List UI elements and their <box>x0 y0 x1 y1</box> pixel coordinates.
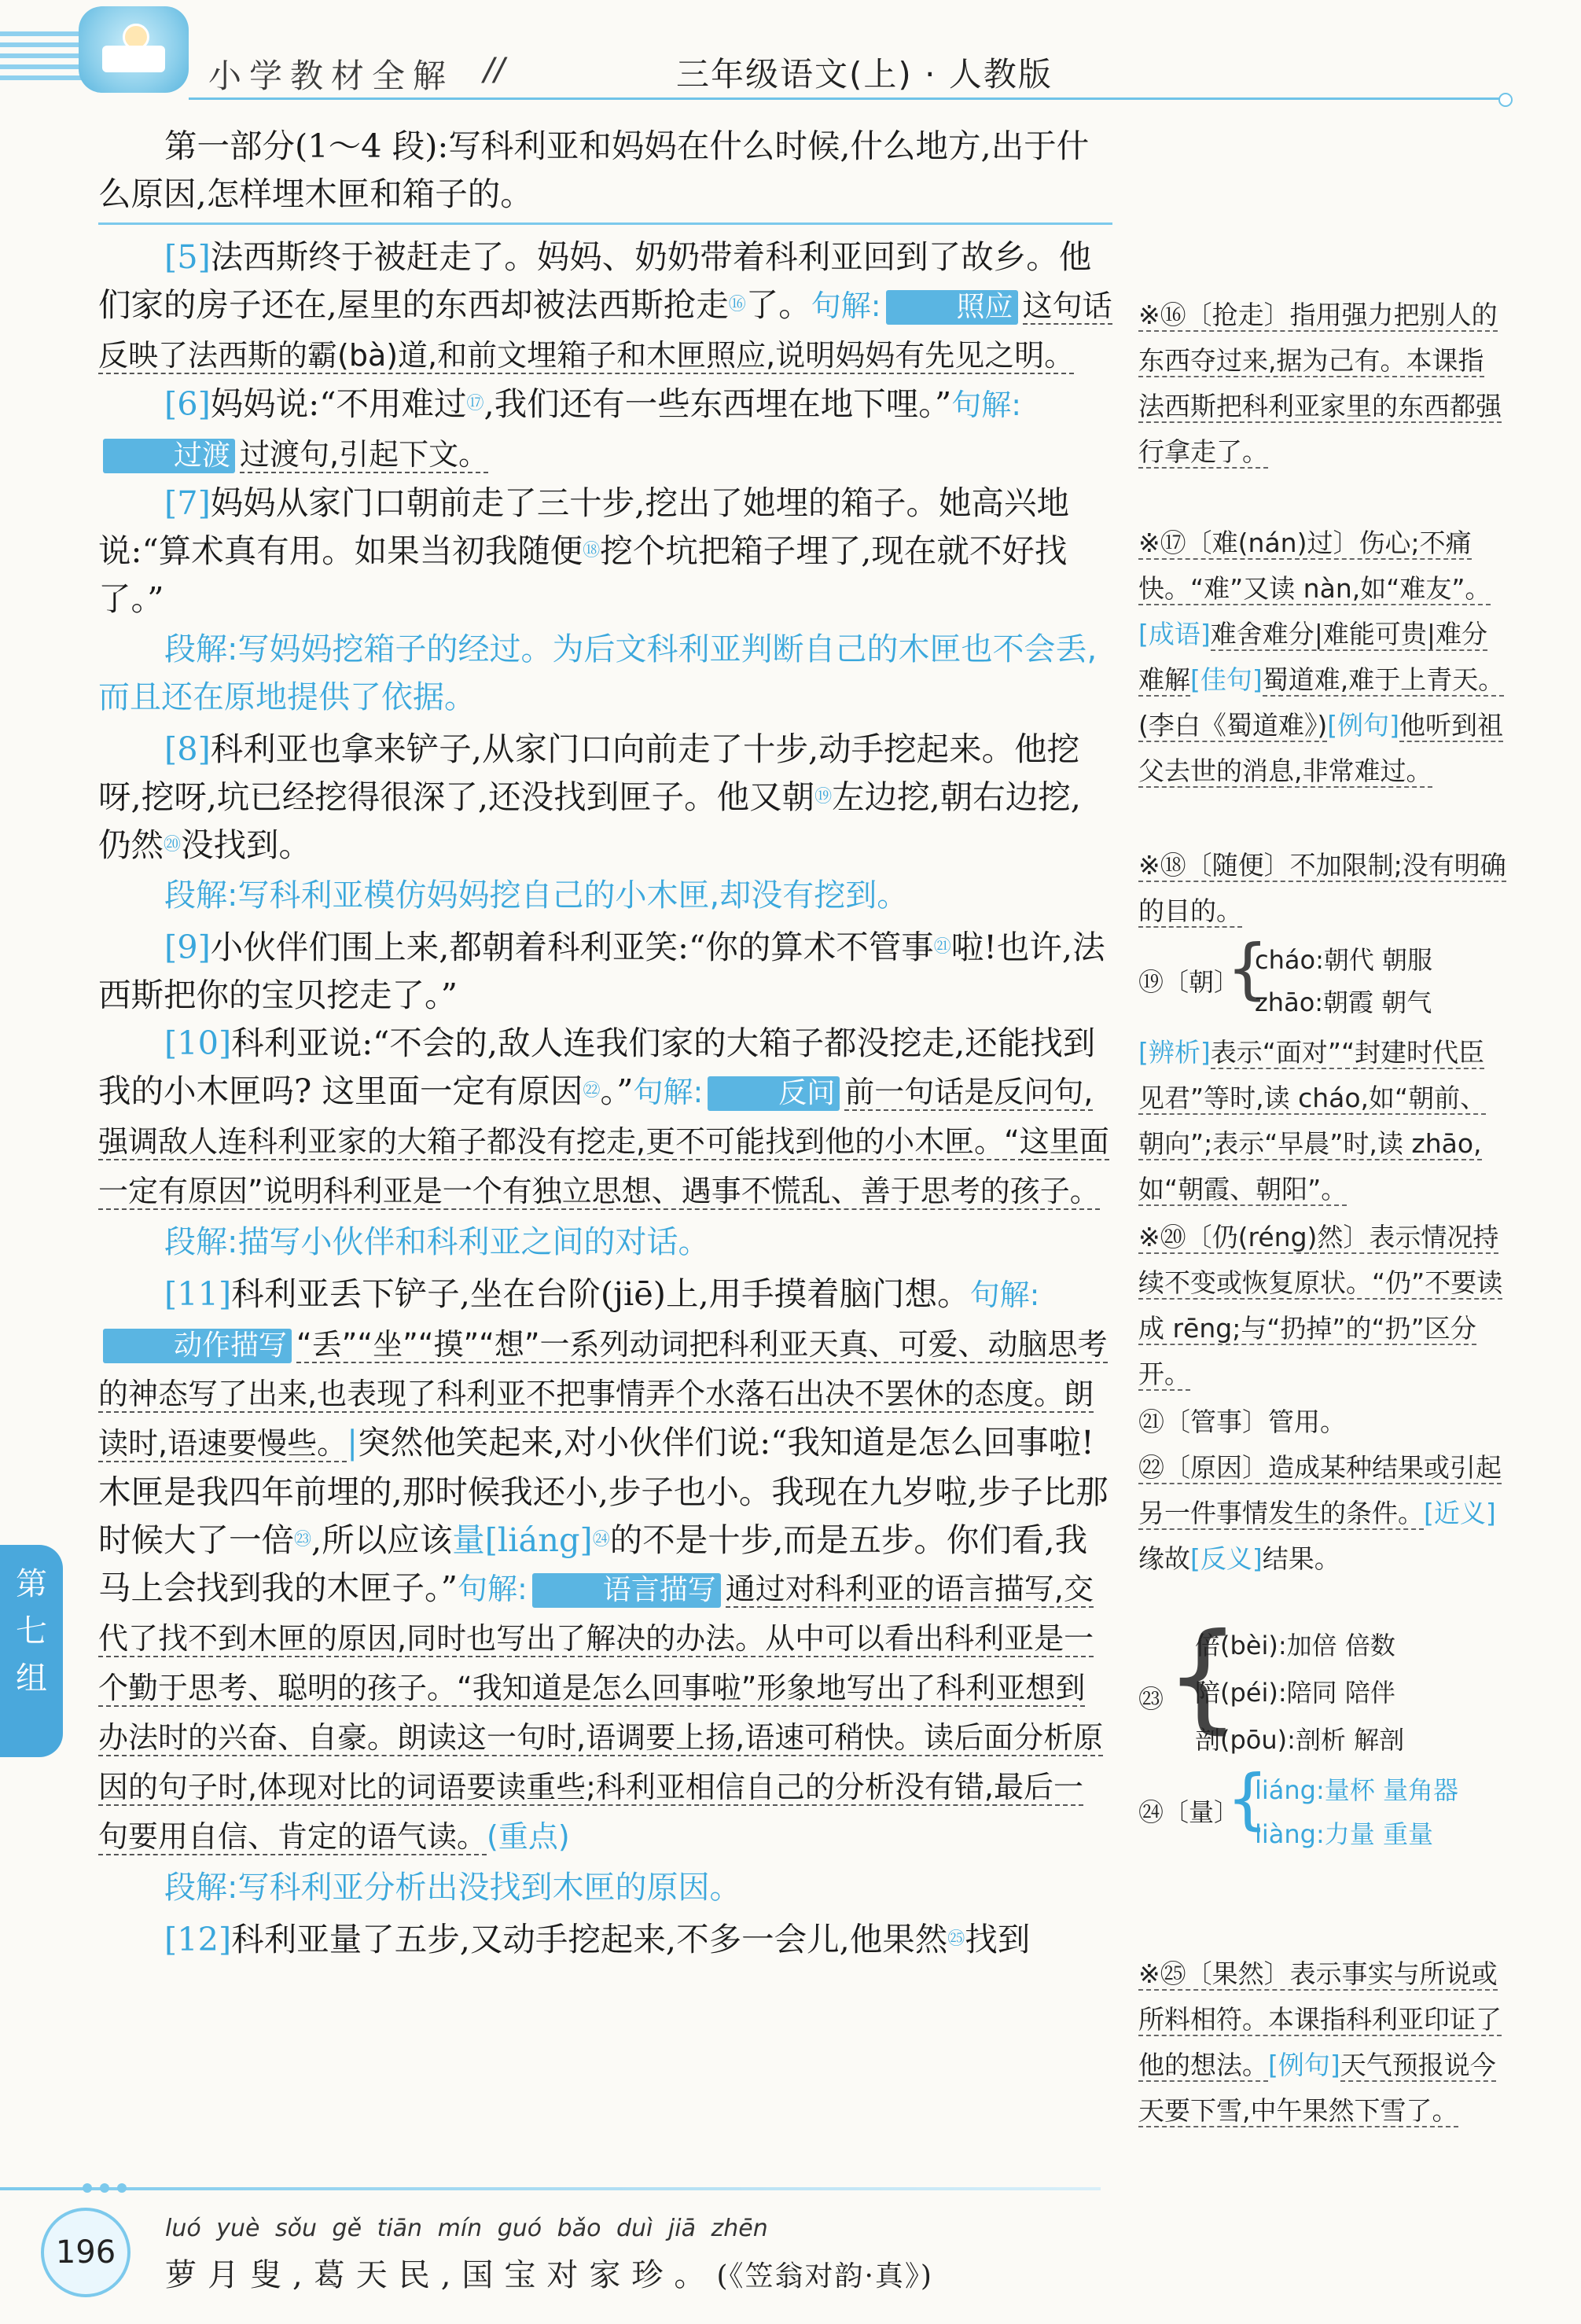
sentence-analysis-label: 句解: <box>457 1572 528 1606</box>
paragraph-12: [12]科利亚量了五步,又动手挖起来,不多一会儿,他果然$^㉕$找到 <box>164 1920 1031 1958</box>
footer-dots <box>83 2181 134 2196</box>
paragraph-6: [6]妈妈说:“不用难过⑰,我们还有一些东西埋在地下哩。”句解:过渡 过渡句,引起下文。 <box>98 380 1112 479</box>
sentence-analysis-label: 句解: <box>811 289 881 323</box>
sentence-analysis-label: 句解: <box>951 388 1021 422</box>
sentence-analysis: 过渡句,引起下文。 <box>240 437 489 472</box>
key-point-mark: (重点) <box>487 1819 570 1854</box>
segment-analysis: 段解:写科利亚模仿妈妈挖自己的小木匣,却没有挖到。 <box>164 877 909 914</box>
footnote-marker: ㉓ <box>294 1530 312 1550</box>
footer-source: (《笠翁对韵·真》) <box>716 2260 933 2293</box>
para-number: [8] <box>164 730 211 768</box>
footnote-marker: ⑱ <box>583 541 601 561</box>
section-summary: 第一部分(1～4 段):写科利亚和妈妈在什么时候,什么地方,出于什么原因,怎样埋木匣和箱子的。 <box>98 122 1112 225</box>
paragraph-9: [9]小伙伴们围上来,都朝着科利亚笑:“你的算术不管事$^㉑$啦!也许,法西斯把你的宝贝挖走了。” <box>98 928 1105 1014</box>
separator: | <box>347 1423 358 1462</box>
para-number: [10] <box>164 1024 232 1062</box>
footnote-marker: ㉔ <box>592 1530 610 1550</box>
main-text <box>98 122 1112 1963</box>
header-divider <box>189 97 1502 100</box>
analysis-tag: 语言描写 <box>532 1573 721 1608</box>
brace-icon: { <box>1226 1760 1269 1837</box>
footnote-marker: ⑯ <box>728 295 746 314</box>
note-20: ※⑳〔仍(réng)然〕表示情况持续不变或恢复原状。“仍”不要读成 rēng;与“扔掉”的“扔”区分开。 <box>1138 1222 1503 1389</box>
series-slash: // <box>483 52 505 88</box>
sentence-analysis: “丢”“坐”“摸”“想”一系列动词把科利亚天真、可爱、动脑思考的神态写了出来,也表现了科利亚不把事情弄个水落石出决不罢休的态度。朗读时,语速要慢些。 <box>98 1327 1108 1461</box>
footnote-marker: ㉒ <box>583 1081 601 1101</box>
series-title: 小学教材全解 <box>208 57 454 95</box>
analysis-tag: 动作描写 <box>103 1329 292 1363</box>
note-17: ※⑰〔难(nán)过〕伤心;不痛快。“难”又读 nàn,如“难友”。[成语]难舍难分|难能可贵|难分难解[佳句]蜀道难,难于上青天。(李白《蜀道难》)[例句]他听到祖父去世的消息,非常难过。 <box>1138 528 1505 786</box>
pronunciation-mark: 量[liáng] <box>452 1521 593 1559</box>
footer-divider <box>0 2187 1101 2190</box>
paragraph-5: [5]法西斯终于被赶走了。妈妈、奶奶带着科利亚回到了故乡。他们家的房子还在,屋里的东西却被法西斯抢走⑯了。句解: 照应 这句话反映了法西斯的霸(bà)道,和前文埋箱子和木匣照应,说明妈妈有先见之明。 <box>98 237 1112 373</box>
note-21: ㉑〔管事〕管用。 <box>1138 1407 1346 1437</box>
para-number: [7] <box>164 484 211 522</box>
footnote-marker: ⑲ <box>814 787 833 807</box>
para-number: [6] <box>164 384 211 423</box>
footnote-marker: ㉕ <box>947 1929 965 1949</box>
page-number: 196 <box>41 2208 131 2297</box>
segment-analysis: 段解:写科利亚分析出没找到木匣的原因。 <box>164 1870 741 1906</box>
note-19-word: ⑲〔朝〕 <box>1138 967 1240 997</box>
paragraph-10: [10]科利亚说:“不会的,敌人连我们家的大箱子都没挖走,还能找到我的小木匣吗? 这里面一定有原因$^㉒$。”句解: 反问 前一句话是反问句,强调敌人连科利亚家的大箱子都没有挖走,更不可能找到他的小木匣。“这里面一定有原因”说明科利亚是一个有独立思想、遇事不慌乱、善于思考的孩子。 <box>98 1024 1109 1208</box>
paragraph-7: [7]妈妈从家门口朝前走了三十步,挖出了她埋的箱子。她高兴地说:“算术真有用。如果当初我随便⑱挖个坑把箱子埋了,现在就不好找了。” <box>98 484 1069 618</box>
note-23-number: ㉓ <box>1138 1684 1164 1714</box>
group-tab: 第 七 组 <box>0 1545 63 1757</box>
header-dot <box>1498 93 1513 107</box>
footnote-marker: ⑰ <box>466 394 484 414</box>
para-number: [9] <box>164 928 211 966</box>
note-24-word: ㉔〔量〕 <box>1138 1797 1240 1827</box>
note-22: ㉒〔原因〕造成某种结果或引起另一件事情发生的条件。[近义]缘故[反义]结果。 <box>1138 1452 1502 1574</box>
note-16: ※⑯〔抢走〕指用强力把别人的东西夺过来,据为己有。本课指法西斯把科利亚家里的东西都强行拿走了。 <box>1138 300 1502 467</box>
note-25: ※㉕〔果然〕表示事实与所说或所料相符。本课指科利亚印证了他的想法。[例句]天气预报说今天要下雪,中午果然下雪了。 <box>1138 1958 1502 2126</box>
sentence-analysis-label: 句解: <box>969 1278 1040 1312</box>
segment-analysis: 段解:描写小伙伴和科利亚之间的对话。 <box>164 1224 710 1260</box>
analysis-tag: 过渡 <box>103 439 235 473</box>
sentence-analysis: 通过对科利亚的语言描写,交代了找不到木匣的原因,同时也写出了解决的办法。从中可以看出科利亚是一个勤于思考、聪明的孩子。“我知道是怎么回事啦”形象地写出了科利亚想到办法时的兴奋、自豪。朗读这一句时,语调要上扬,语速可稍快。读后面分析原因的句子时,体现对比的词语要读重些;科利亚相信自己的分析没有错,最后一句要用自信、肯定的语气读。 <box>98 1572 1104 1854</box>
para-number: [11] <box>164 1274 232 1313</box>
book-logo-icon <box>79 6 189 93</box>
paragraph-8: [8]科利亚也拿来铲子,从家门口向前走了十步,动手挖起来。他挖呀,挖呀,坑已经挖得很深了,还没找到匣子。他又朝⑲左边挖,朝右边挖,仍然⑳没找到。 <box>98 730 1081 864</box>
footnote-marker: ㉑ <box>933 937 951 957</box>
paragraph-11: [11]科利亚丢下铲子,坐在台阶(jiē)上,用手摸着脑门想。句解:动作描写 “丢”“坐”“摸”“想”一系列动词把科利亚天真、可爱、动脑思考的神态写了出来,也表现了科利亚不把事情弄个水落石出决不罢休的态度。朗读时,语速要慢些。|突然他笑起来,对小伙伴们说:“我知道是怎么回事啦! 木匣是我四年前埋的,那时候我还小,步子也小。我现在九岁啦,步子比那时候大了一倍$^㉓$,所以应该量[liáng]$^㉔$的不是十步,而是五步。你们看,我马上会找到我的木匣子。”句解: 语言描写 通过对科利亚的语言描写,交代了找不到木匣的原因,同时也写出了解决的办法。从中可以看出科利亚是一个勤于思考、聪明的孩子。“我知道是怎么回事啦”形象地写出了科利亚想到办法时的兴奋、自豪。朗读这一句时,语调要上扬,语速可稍快。读后面分析原因的句子时,体现对比的词语要读重些;科利亚相信自己的分析没有错,最后一句要用自信、肯定的语气读。(重点) <box>98 1274 1109 1854</box>
page-header <box>0 0 1581 118</box>
footer-rhyme: 萝月叟,葛天民,国宝对家珍。(《笠翁对韵·真》) <box>165 2257 933 2293</box>
footnote-marker: ⑳ <box>164 835 182 855</box>
sentence-analysis: 这句话反映了法西斯的霸(bà)道,和前文埋箱子和木匣照应,说明妈妈有先见之明。 <box>98 289 1112 373</box>
para-number: [5] <box>164 237 211 276</box>
brace-icon: { <box>1226 930 1269 1007</box>
brace-icon: { <box>1165 1609 1241 1745</box>
analysis-tag: 反问 <box>708 1076 840 1111</box>
segment-analysis: 段解:写妈妈挖箱子的经过。为后文科利亚判断自己的木匣也不会丢,而且还在原地提供了依据。 <box>98 631 1098 715</box>
sentence-analysis-label: 句解: <box>633 1075 704 1109</box>
analysis-tag: 照应 <box>886 290 1018 325</box>
sentence-analysis: 前一句话是反问句,强调敌人连科利亚家的大箱子都没有挖走,更不可能找到他的小木匣。“这里面一定有原因”说明科利亚是一个有独立思想、遇事不慌乱、善于思考的孩子。 <box>98 1075 1109 1208</box>
footer-pinyin: luó yuè sǒu gě tiān mín guó bǎo duì jiā zhēn <box>165 2215 768 2242</box>
para-number: [12] <box>164 1920 232 1958</box>
book-title: 三年级语文(上) · 人教版 <box>676 55 1053 94</box>
note-19-analysis: [辨析]表示“面对”“封建时代臣见君”等时,读 cháo,如“朝前、朝向”;表示“早晨”时,读 zhāo,如“朝霞、朝阳”。 <box>1138 1037 1487 1204</box>
note-18: ※⑱〔随便〕不加限制;没有明确的目的。 <box>1138 850 1506 926</box>
